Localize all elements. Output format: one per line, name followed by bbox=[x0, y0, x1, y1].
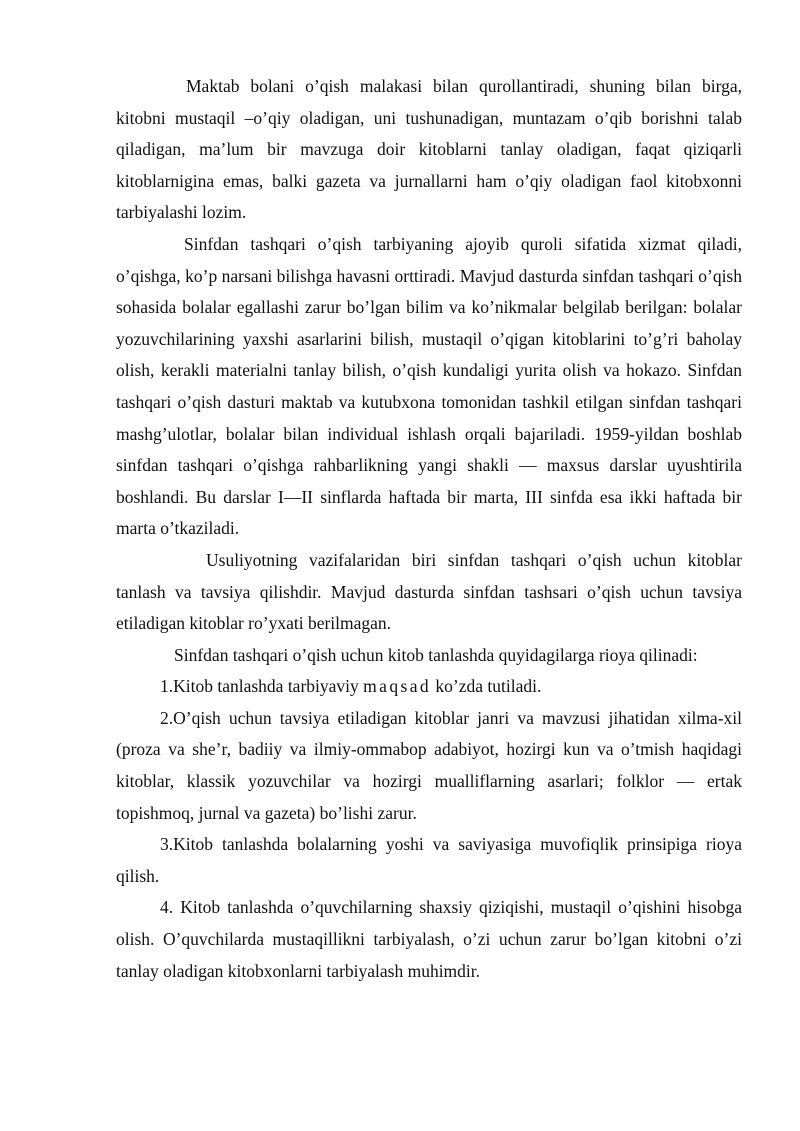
list-item-1-prefix: 1.Kitob tanlashda tarbiyaviy bbox=[160, 676, 364, 697]
paragraph-2: Sinfdan tashqari o’qish tarbiyaning ajoyib quroli sifatida xizmat qiladi, o’qishga, ko’p narsani bilishga havasni orttiradi. Mavjud dasturda sinfdan tashqari o’qish sohasida bolalar egallashi zarur bo’lgan bilim va ko’nikmalar belgilab berilgan: bolalar yozuvchilarining yaxshi asarlarini bilish, mustaqil o’qigan kitoblarini to’g’ri baholay olish, kerakli materialni tanlay bilish, o’qish kundaligi yurita olish va hokazo. Sinfdan tashqari o’qish dasturi maktab va kutubxona tomonidan tashkil etilgan sinfdan tashqari mashg’ulotlar, bolalar bilan individual ishlash orqali bajariladi. 1959-yildan boshlab sinfdan tashqari o’qishga rahbarlikning yangi shakli — maxsus darslar uyushtirila boshlandi. Bu darslar I—II sinflarda haftada bir marta, III sinfda esa ikki haftada bir marta o’tkaziladi. bbox=[116, 233, 742, 539]
list-item-1-suffix: ko’zda tutiladi. bbox=[431, 676, 542, 697]
list-item-2: 2.O’qish uchun tavsiya etiladigan kitoblar janri va mavzusi jihatidan xilma-xil (proza va she’r, badiiy va ilmiy-ommabop adabiyot, hozirgi kun va o’tmish haqidagi kitoblar, klassik yozuvchilar va hozirgi mualliflarning asarlari; folklor — ertak topishmoq, jurnal va gazeta) bo’lishi zarur. bbox=[116, 707, 742, 823]
list-item-3: 3.Kitob tanlashda bolalarning yoshi va saviyasiga muvofiqlik prinsipiga rioya qilish. bbox=[116, 834, 742, 886]
list-item-4: 4. Kitob tanlashda o’quvchilarning shaxsiy qiziqishi, mustaqil o’qishini hisobga olish. O’quvchilarda mustaqillikni tarbiyalash, o’zi uchun zarur bo’lgan kitobni o’zi tanlay oladigan kitobxonlarni tarbiyalash muhimdir. bbox=[116, 897, 742, 981]
paragraph-4: Sinfdan tashqari o’qish uchun kitob tanlashda quyidagilarga rioya qilinadi: bbox=[174, 644, 698, 665]
list-item-1 bbox=[116, 671, 742, 703]
paragraph-3: Usuliyotning vazifalaridan biri sinfdan tashqari o’qish uchun kitoblar tanlash va tavsiya qilishdir. Mavjud dasturda sinfdan tashsari o’qish uchun tavsiya etiladigan kitoblar ro’yxati berilmagan. bbox=[116, 549, 742, 634]
paragraph-1: Maktab bolani o’qish malakasi bilan qurollantiradi, shuning bilan birga, kitobni mustaqil –o’qiy oladigan, uni tushunadigan, muntazam o’qib borishni talab qiladigan, ma’lum bir mavzuga doir kitoblarni tanlay oladigan, faqat qiziqarli kitoblarnigina emas, balki gazeta va jurnallarni ham o’qiy oladigan faol kitobxonni tarbiyalashi lozim. bbox=[116, 76, 742, 223]
list-item-1-spaced-word: maqsad bbox=[363, 676, 432, 697]
